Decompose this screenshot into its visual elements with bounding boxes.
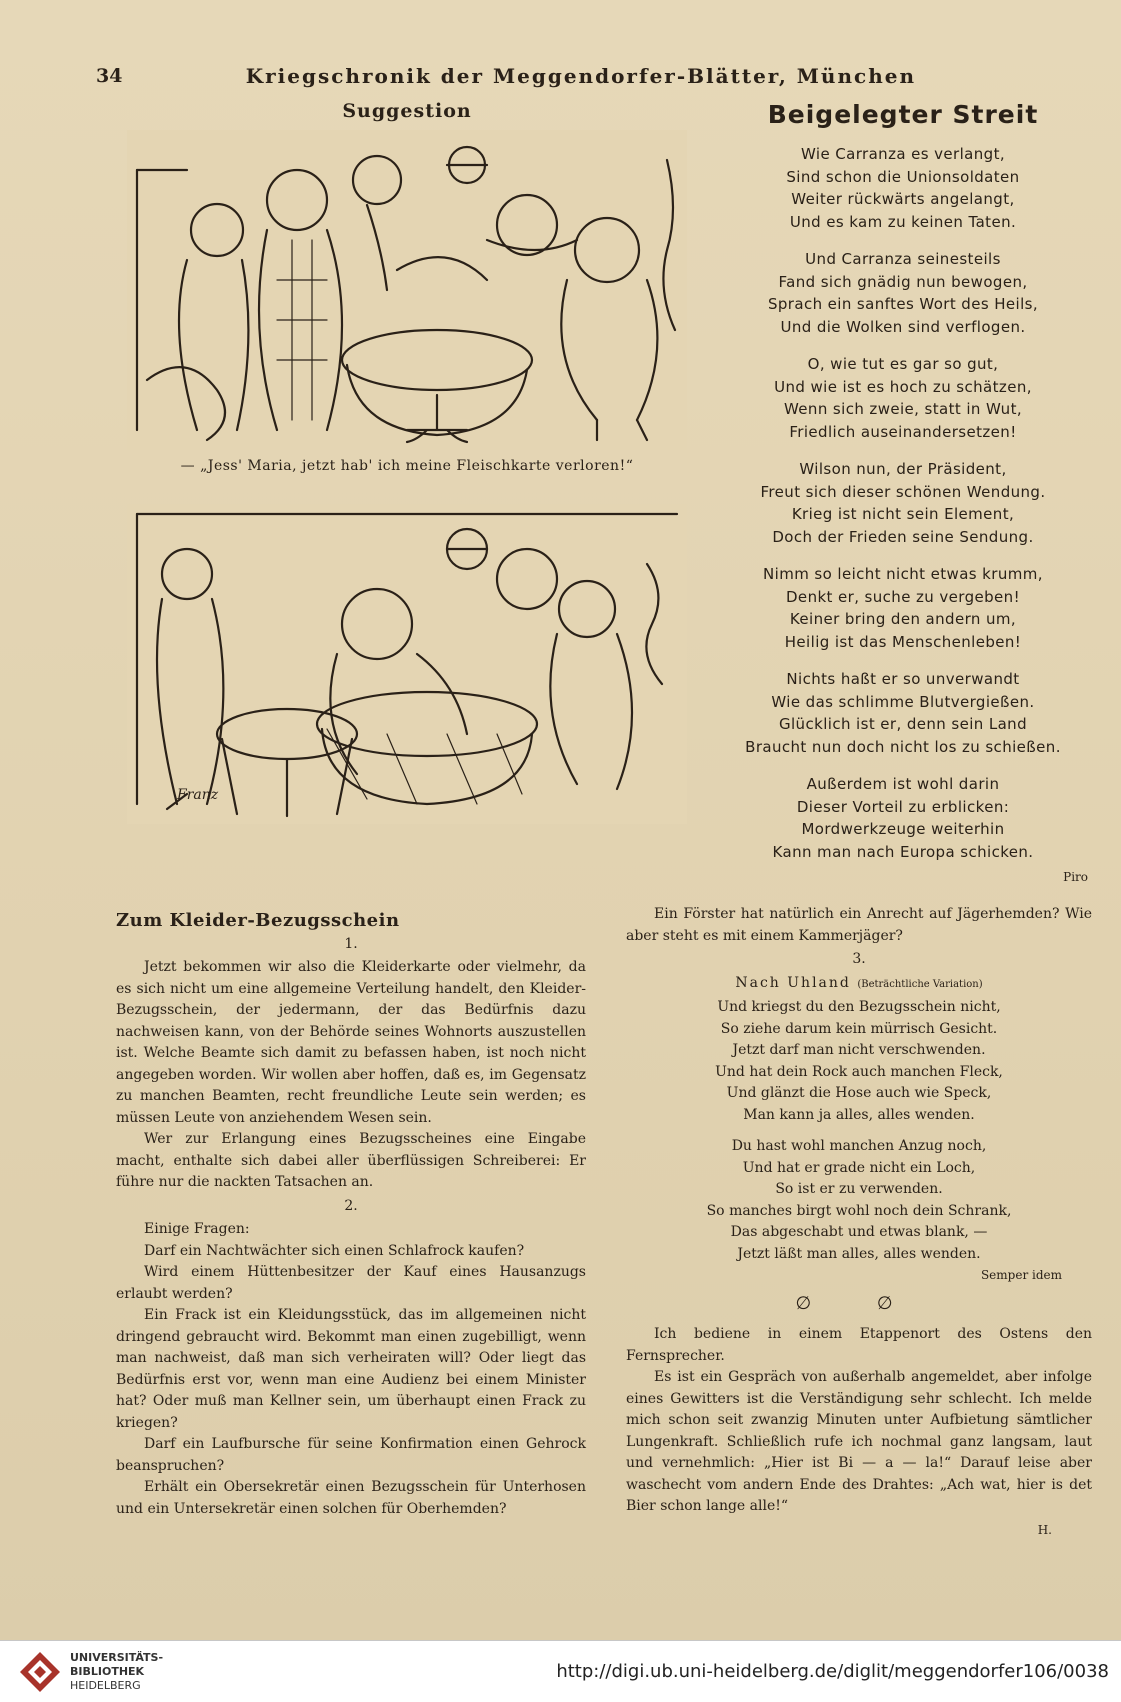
paragraph: Ein Förster hat natürlich ein Anrecht auf Jägerhemden? Wie aber steht es mit einem Kammerjäger? [626,906,1092,944]
poem-line: Nichts haßt er so unverwandt [786,670,1020,688]
verse-stanza-2 [626,1136,1092,1265]
verse-signature: Semper idem [980,1268,1062,1282]
verse-line: Und hat dein Rock auch manchen Fleck, [715,1063,1003,1080]
poem-stanza [718,458,1088,548]
cartoon-image-bottom [127,504,687,824]
paragraph: Es ist ein Gespräch von außerhalb angemeldet, aber infolge eines Gewitters ist die Verständigung sehr schlecht. Ich melde mich schon seit zwanzig Minuten unter Aufbietung sämtlicher Lungenkraft. Schließlich rufe ich nochmal ganz langsam, laut und vernehmlich: „Hier ist Bi — a — la!“ Darauf leise aber waschecht vom andern Ende des Drahtes: „Ach wat, hier is det Bier schon lange alle!“ [626,1369,1092,1514]
section-number-1: 1. [344,935,358,952]
poem-line: Wie das schlimme Blutvergießen. [771,692,1035,711]
poem-line: Außerdem ist wohl darin [806,775,1000,793]
viewer-footer [0,1640,1121,1702]
verse-line: Man kann ja alles, alles wenden. [743,1106,975,1123]
paragraph: Erhält ein Obersekretär einen Bezugsschein für Unterhosen und ein Untersekretär einen solchen für Oberhemden? [116,1479,586,1517]
library-logo[interactable] [18,1650,163,1694]
poem-line: Krieg ist nicht sein Element, [791,505,1015,523]
poem-stanza [718,353,1088,443]
article-left-column [116,904,586,1520]
poem-stanzas [718,143,1088,863]
verse-title: Nach Uhland [735,974,851,991]
verse-line: So ziehe darum kein mürrisch Gesicht. [720,1020,998,1037]
verse-line: So manches birgt wohl noch dein Schrank, [706,1202,1012,1219]
paragraph: Einige Fragen: [144,1221,250,1237]
poem-line: Dieser Vorteil zu erblicken: [796,797,1010,816]
verse-stanza-1 [626,997,1092,1126]
poem-stanza [718,668,1088,758]
poem-line: Wie Carranza es verlangt, [800,145,1006,163]
artist-signature: Franz [177,787,219,803]
poem-line: Doch der Frieden seine Sendung. [772,527,1034,546]
poem-line: Friedlich auseinandersetzen! [789,422,1017,441]
poem-line: Glücklich ist er, denn sein Land [778,715,1028,733]
poem-title: Beigelegter Streit [767,100,1039,129]
poem-line: Weiter rückwärts angelangt, [791,190,1015,208]
page-number: 34 [96,65,123,87]
poem-line: Nimm so leicht nicht etwas krumm, [763,565,1043,583]
poem-line: Freut sich dieser schönen Wendung. [760,482,1046,501]
poem-line: Und Carranza seinesteils [805,250,1001,268]
section-separator: ∅ ∅ [795,1292,923,1314]
cartoon-caption: — „Jess' Maria, jetzt hab' ich meine Fleischkarte verloren!“ [180,458,634,474]
verse-line: Und hat er grade nicht ein Loch, [742,1159,976,1176]
section-number-2: 2. [344,1197,358,1214]
paragraph: Ein Frack ist ein Kleidungsstück, das im allgemeinen nicht dringend gebraucht wird. Bekommt man einen zugebilligt, wenn man nachweist, daß man sich verheiraten will? Oder liegt das Bedürfnis erst vor, wenn man eine Audienz bei einem Minister hat? Oder muß man Kellner sein, um überhaupt einen Frack zu kriegen? [116,1307,586,1431]
poem-stanza [718,143,1088,233]
poem-line: Wenn sich zweie, statt in Wut, [783,400,1023,418]
article-right-column [626,904,1092,1541]
university-seal-icon [18,1650,62,1694]
poem-line: Denkt er, suche zu vergeben! [785,587,1020,606]
poem-line: Sind schon die Unionsoldaten [786,167,1020,186]
poem-block [718,100,1088,884]
paragraph: Jetzt bekommen wir also die Kleiderkarte oder vielmehr, da es sich nicht um eine allgemeine Verteilung handelt, den Kleider-Bezugsschein, der jedermann, der das Bedürfnis dazu nachweisen kann, von der Behörde seines Wohnorts auszustellen ist. Welche Beamte sich damit zu befassen haben, ist noch nicht angegeben worden. Wir wollen aber hoffen, daß es, im Gegensatz zu manchen Beamten, recht freundliche Leute sein werden; es müssen Leute von anziehendem Wesen sein. [116,959,586,1126]
anecdote-signature: H. [1037,1522,1052,1537]
poem-line: Braucht nun doch nicht los zu schießen. [745,737,1061,756]
poem-signature: Piro [1063,870,1088,884]
poem-stanza [718,248,1088,338]
poem-line: Fand sich gnädig nun bewogen, [778,272,1028,291]
poem-line: Kann man nach Europa schicken. [772,842,1034,861]
verse-line: Und glänzt die Hose auch wie Speck, [726,1085,992,1101]
section-number-3: 3. [852,951,866,967]
cartoon-image-top [127,130,687,450]
poem-stanza [718,563,1088,653]
poem-line: Keiner bring den andern um, [789,610,1017,628]
verse-line: Du hast wohl manchen Anzug noch, [731,1138,987,1154]
verse-line: Das abgeschabt und etwas blank, — [730,1224,988,1240]
verse-line: So ist er zu verwenden. [775,1181,943,1197]
cartoon-title: Suggestion [342,100,472,122]
verse-heading [626,973,1092,996]
poem-line: Wilson nun, der Präsident, [799,460,1007,478]
poem-line: Sprach ein sanftes Wort des Heils, [767,295,1039,313]
poem-line: Und es kam zu keinen Taten. [789,212,1017,231]
library-name: UNIVERSITÄTS- BIBLIOTHEK HEIDELBERG [70,1650,164,1692]
paragraph: Ich bediene in einem Etappenort des Ostens den Fernsprecher. [626,1326,1092,1364]
verse-line: Und kriegst du den Bezugsschein nicht, [717,999,1001,1015]
cartoon-column [122,100,692,824]
poem-line: Und die Wolken sind verflogen. [780,317,1026,336]
verse-line: Jetzt läßt man alles, alles wenden. [737,1245,981,1262]
page-header [96,58,916,94]
paragraph: Wer zur Erlangung eines Bezugsscheines eine Eingabe macht, enthalte sich dabei aller überflüssigen Schreiberei: Er führe nur die nackten Tatsachen an. [116,1131,586,1190]
running-title: Kriegschronik der Meggendorfer-Blätter, München [245,64,916,88]
verse-line: Jetzt darf man nicht verschwenden. [732,1042,986,1058]
poem-line: O, wie tut es gar so gut, [807,355,999,373]
verse-note: (Beträchtliche Variation) [857,978,983,990]
poem-line: Heilig ist das Menschenleben! [784,632,1022,651]
paragraph: Darf ein Nachtwächter sich einen Schlafrock kaufen? [144,1242,525,1259]
article-title: Zum Kleider-Bezugsschein [116,910,400,931]
poem-line: Mordwerkzeuge weiterhin [801,820,1005,838]
paragraph: Wird einem Hüttenbesitzer der Kauf eines Hausanzugs erlaubt werden? [116,1264,586,1302]
poem-stanza [718,773,1088,863]
permalink-url[interactable]: http://digi.ub.uni-heidelberg.de/diglit/meggendorfer106/0038 [556,1661,1109,1682]
poem-line: Und wie ist es hoch zu schätzen, [774,377,1032,396]
paragraph: Darf ein Laufbursche für seine Konfirmation einen Gehrock beanspruchen? [116,1436,586,1474]
